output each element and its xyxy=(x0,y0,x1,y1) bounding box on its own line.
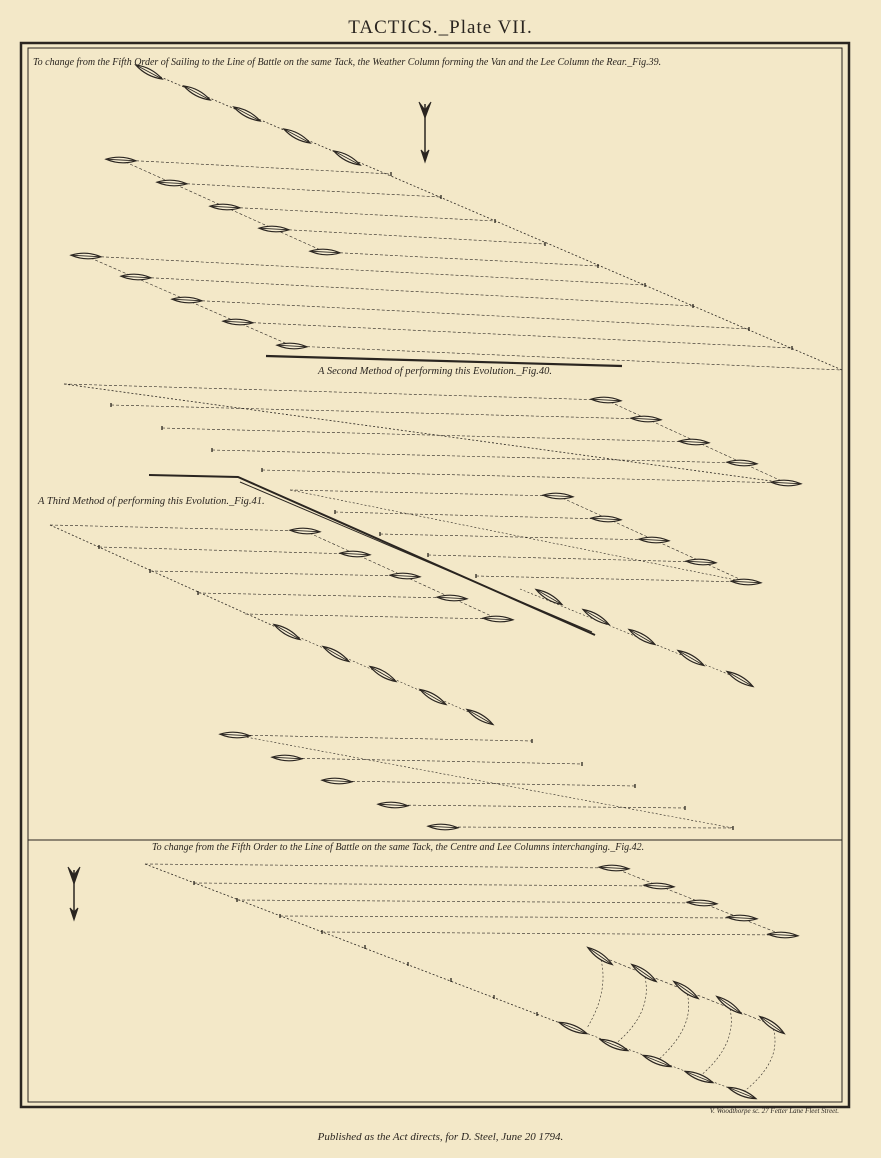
ship-icon xyxy=(273,622,302,642)
ship-icon xyxy=(639,536,669,543)
ship-icon xyxy=(768,931,798,938)
ship-icon xyxy=(630,962,658,984)
ship-icon xyxy=(369,664,398,684)
ship-icon xyxy=(272,754,302,761)
ship-icon xyxy=(332,149,361,168)
ship-icon xyxy=(644,882,674,889)
ship-icon xyxy=(726,669,755,689)
ship-icon xyxy=(232,105,261,124)
ship-icon xyxy=(642,1053,672,1069)
ship-icon xyxy=(599,864,629,871)
ship-icon xyxy=(378,801,408,808)
caption-fig41: A Third Method of performing this Evolution._Fig.41. xyxy=(38,496,265,507)
ship-icon xyxy=(628,627,657,647)
caption-fig42: To change from the Fifth Order to the Line of Battle on the same Tack, the Centre and Lee Columns interchanging._Fig.42. xyxy=(152,842,645,853)
ship-icon xyxy=(182,84,211,103)
publication-line: Published as the Act directs, for D. Steel, June 20 1794. xyxy=(317,1131,564,1143)
caption-fig39: To change from the Fifth Order of Sailing to the Line of Battle on the same Tack, the Weather Column forming the Van and the Lee Column the Rear._Fig.39. xyxy=(33,57,662,68)
ship-icon xyxy=(679,438,709,445)
ship-icon xyxy=(631,415,661,422)
ship-icon xyxy=(599,1037,629,1053)
figure-39 xyxy=(86,72,842,370)
caption-fig40: A Second Method of performing this Evolution._Fig.40. xyxy=(318,366,552,377)
inner-border xyxy=(28,48,842,1102)
plate-title: TACTICS._Plate VII. xyxy=(348,17,533,38)
ship-icon xyxy=(277,342,307,349)
ship-icon xyxy=(731,578,761,585)
ship-icon xyxy=(687,899,717,906)
ship-icon xyxy=(591,515,621,522)
ship-icon xyxy=(684,1069,714,1085)
ship-icon xyxy=(282,127,311,146)
figure-42 xyxy=(145,864,783,1093)
ship-icon xyxy=(220,731,250,738)
ship-icon xyxy=(483,615,513,622)
ship-icon xyxy=(558,1020,588,1036)
ship-icon xyxy=(172,296,202,303)
ship-icon xyxy=(771,479,801,486)
ship-icon xyxy=(677,648,706,668)
ship-icon xyxy=(727,914,757,921)
ship-icon xyxy=(686,558,716,565)
ship-icon xyxy=(466,707,495,727)
ship-icon xyxy=(419,687,448,707)
outer-border xyxy=(21,43,849,1107)
ship-icon xyxy=(727,459,757,466)
ship-icon xyxy=(259,225,289,232)
ship-icon xyxy=(428,823,458,830)
ship-icon xyxy=(210,203,240,210)
ship-icon xyxy=(322,644,351,664)
ship-icon xyxy=(715,994,743,1016)
ship-icon xyxy=(543,492,573,499)
ship-icon xyxy=(586,945,614,967)
ship-icon xyxy=(758,1014,786,1036)
ship-icon xyxy=(390,572,420,579)
ship-icon xyxy=(437,594,467,601)
ship-icon xyxy=(591,396,621,403)
wind-arrow-icon xyxy=(68,867,80,920)
ship-icon xyxy=(121,273,151,280)
engraver-credit: V. Woodthorpe sc. 27 Fetter Lane Fleet Street. xyxy=(709,1107,839,1115)
ship-icon xyxy=(322,777,352,784)
ship-icon xyxy=(727,1085,757,1101)
ship-icon xyxy=(310,248,340,255)
ship-icon xyxy=(290,527,320,534)
figure-40 xyxy=(64,384,786,679)
ship-icon xyxy=(157,179,187,186)
wind-arrow-icon xyxy=(419,102,431,162)
ship-icon xyxy=(223,318,253,325)
ship-icon xyxy=(340,550,370,557)
ship-icon xyxy=(106,156,136,163)
ship-icon xyxy=(672,979,700,1001)
ship-icon xyxy=(582,607,611,627)
ship-icon xyxy=(71,252,101,259)
